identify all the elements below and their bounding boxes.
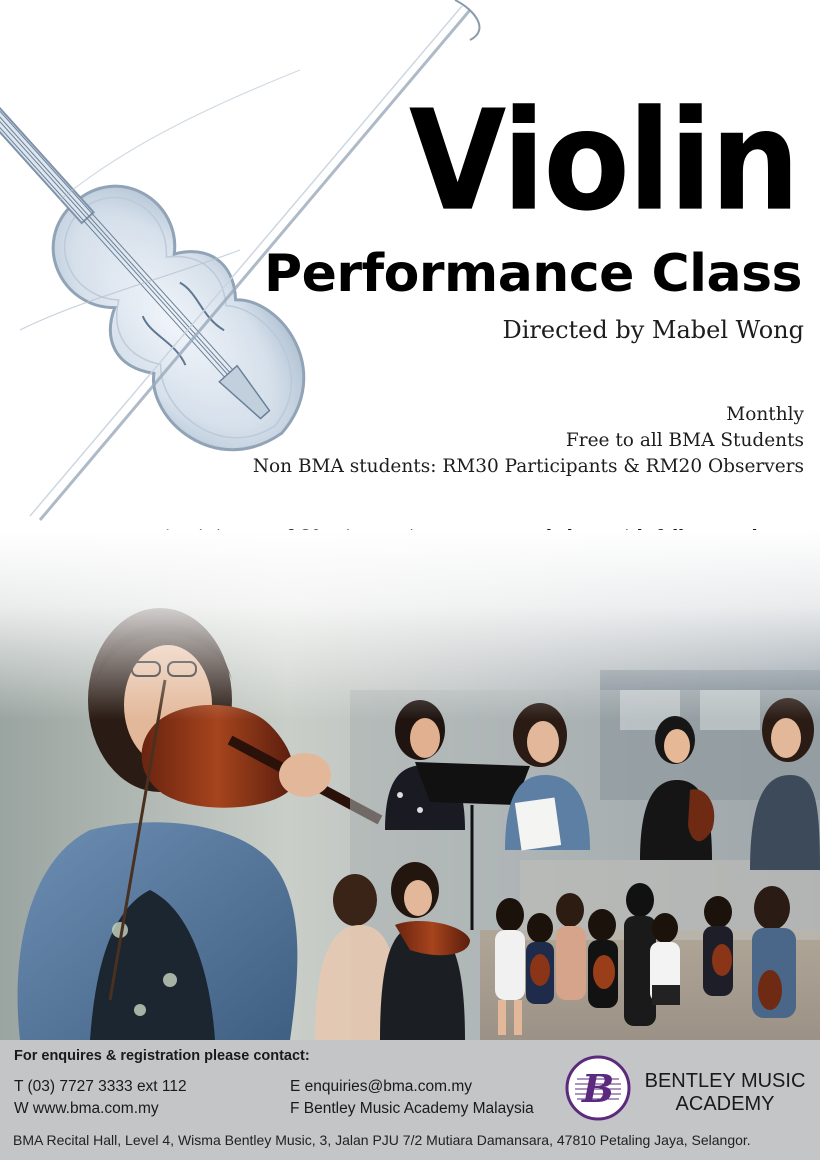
poster-subtitle: Performance Class (264, 244, 802, 304)
director-credit: Directed by Mabel Wong (502, 316, 804, 344)
poster-title: Violin (408, 79, 798, 242)
free-students-text: Free to all BMA Students (565, 430, 804, 451)
contact-heading: For enquires & registration please contact: (14, 1048, 310, 1064)
venue-address: BMA Recital Hall, Level 4, Wisma Bentley Music, 3, Jalan PJU 7/2 Mutiara Damansara, 47810 Petaling Jaya, Selangor. (13, 1132, 751, 1148)
contact-footer (0, 1040, 820, 1160)
logo-letter: B (581, 1066, 615, 1111)
photo-collage (0, 530, 820, 1040)
bentley-logo-icon (565, 1055, 631, 1121)
phone-number[interactable]: T (03) 7727 3333 ext 112 (14, 1078, 187, 1095)
performance-photo (0, 530, 820, 1040)
fee-text: Non BMA students: RM30 Participants & RM20 Observers (252, 456, 804, 477)
facebook-link[interactable]: F Bentley Music Academy Malaysia (290, 1100, 534, 1117)
brand-line: BENTLEY MUSIC (644, 1070, 806, 1092)
email-link[interactable]: E enquiries@bma.com.my (290, 1078, 472, 1095)
brand-line: ACADEMY (675, 1093, 775, 1115)
class-info (253, 402, 804, 480)
frequency-text: Monthly (726, 404, 804, 425)
website-link[interactable]: W www.bma.com.my (14, 1100, 159, 1117)
brand-name (640, 1070, 810, 1116)
